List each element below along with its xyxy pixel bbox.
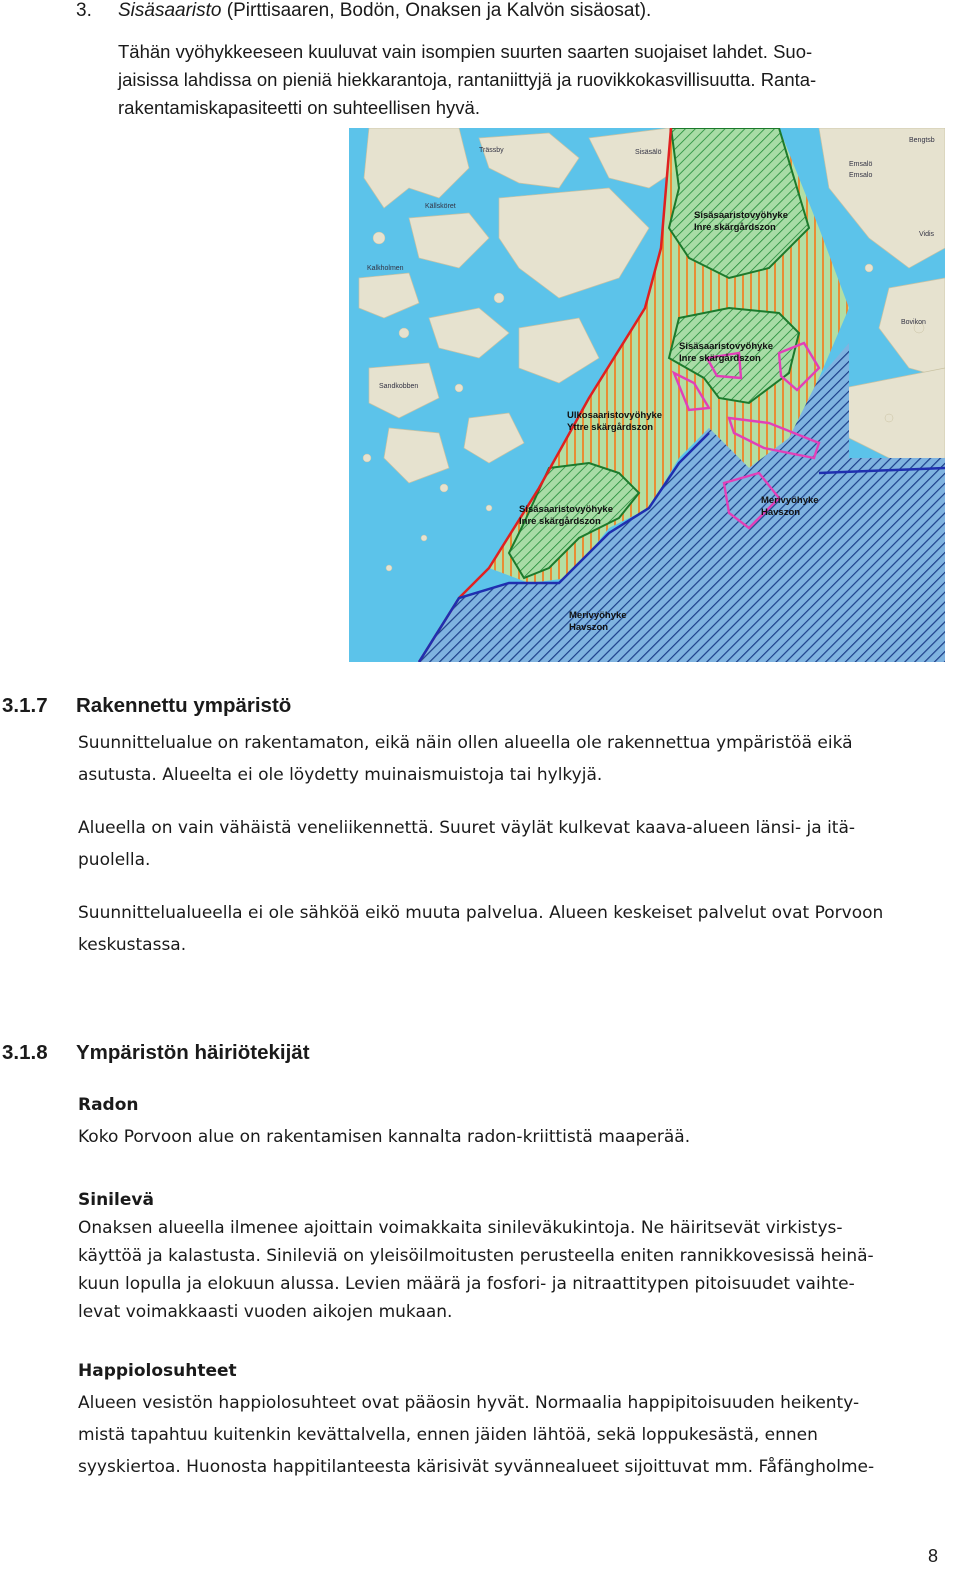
place-label: Sisäsälö: [635, 149, 662, 156]
section-heading: [2, 1041, 310, 1065]
section-title: Ympäristön häiriötekijät: [76, 1041, 310, 1064]
place-label: Kalkholmen: [367, 265, 404, 272]
zone-label: Inre skärgårdszon: [679, 353, 761, 364]
subheading-happiolosuhteet: Happiolosuhteet: [78, 1361, 237, 1381]
zone-label: Havszon: [569, 622, 609, 633]
section-number: 3.1.7: [2, 694, 48, 717]
zone-label: Sisäsaaristovyöhyke: [694, 210, 789, 221]
body-line: kuun lopulla ja elokuun alussa. Levien määrä ja fosfori- ja nitraattitypen pitoisuudet vaihte-: [78, 1274, 855, 1294]
zone-label: Yttre skärgårdszon: [567, 422, 654, 433]
intro-line: Tähän vyöhykkeeseen kuuluvat vain isompien suurten saarten suojaiset lahdet. Suo-: [118, 41, 813, 62]
zone-label: Sisäsaaristovyöhyke: [679, 341, 774, 352]
zone-label: Inre skärgårdszon: [694, 222, 776, 233]
body-line: Alueen vesistön happiolosuhteet ovat pääosin hyvät. Normaalia happipitoisuuden heikenty-: [78, 1393, 860, 1413]
subheading-radon: Radon: [78, 1095, 139, 1115]
body-line: Onaksen alueella ilmenee ajoittain voimakkaita sinileväkukintoja. Ne häiritsevät virkistys-: [78, 1218, 843, 1238]
section-heading: [2, 694, 291, 718]
zone-name: Sisäsaaristo: [118, 0, 222, 21]
place-label: Vidis: [919, 231, 935, 238]
place-label: Källsköret: [425, 203, 456, 210]
zone-description: (Pirttisaaren, Bodön, Onaksen ja Kalvön sisäosat).: [221, 0, 652, 21]
body-line: mistä tapahtuu kuitenkin kevättalvella, ennen jäiden lähtöä, sekä loppukesästä, ennen: [78, 1425, 818, 1445]
body-line: Alueella on vain vähäistä veneliikennettä. Suuret väylät kulkevat kaava-alueen länsi- ja itä-: [78, 818, 856, 838]
place-label: Emsalö: [849, 161, 873, 168]
section-number: 3.1.8: [2, 1041, 48, 1064]
zone-map-svg: [349, 128, 945, 662]
body-line: syyskiertoa. Huonosta happitilanteesta kärisivät syvännealueet sijoittuvat mm. Fåfängholme-: [78, 1457, 875, 1477]
zone-heading: [118, 0, 651, 22]
place-label: Bovikon: [901, 319, 926, 326]
list-number: 3.: [76, 0, 92, 21]
intro-line: rakentamiskapasiteetti on suhteellisen hyvä.: [118, 97, 480, 118]
intro-line: jaisissa lahdissa on pieniä hiekkarantoja, rantaniittyjä ja ruovikkokasvillisuutta. Ranta-: [118, 69, 817, 90]
body-line: keskustassa.: [78, 935, 187, 955]
body-line: levat voimakkaasti vuoden aikojen mukaan.: [78, 1302, 453, 1322]
body-line: Koko Porvoon alue on rakentamisen kannalta radon-kriittistä maaperää.: [78, 1127, 691, 1147]
body-line: asutusta. Alueelta ei ole löydetty muinaismuistoja tai hylkyjä.: [78, 765, 603, 785]
body-line: puolella.: [78, 850, 151, 870]
place-label: Emsalo: [849, 172, 873, 179]
zone-label: Ulkosaaristovyöhyke: [567, 410, 663, 421]
page-number: 8: [927, 1546, 938, 1566]
zone-label: Sisäsaaristovyöhyke: [519, 504, 614, 515]
body-line: Suunnittelualueella ei ole sähköä eikö muuta palvelua. Alueen keskeiset palvelut ovat Porvoon: [78, 903, 884, 923]
zone-map: [349, 128, 945, 662]
section-title: Rakennettu ympäristö: [76, 694, 292, 717]
body-line: Suunnittelualue on rakentamaton, eikä näin ollen alueella ole rakennettua ympäristöä eikä: [78, 733, 853, 753]
place-label: Sandkobben: [379, 383, 419, 390]
zone-label: Havszon: [761, 507, 801, 518]
place-label: Bengtsb: [909, 137, 935, 144]
zone-label: Merivyöhyke: [569, 610, 627, 621]
body-line: käyttöä ja kalastusta. Sinileviä on yleisöilmoitusten perusteella eniten rannikkovesissä heinä-: [78, 1246, 874, 1266]
subheading-sinileva: Sinilevä: [78, 1190, 154, 1210]
place-label: Trässby: [479, 147, 504, 154]
zone-label: Merivyöhyke: [761, 495, 819, 506]
zone-label: Inre skärgårdszon: [519, 516, 601, 527]
